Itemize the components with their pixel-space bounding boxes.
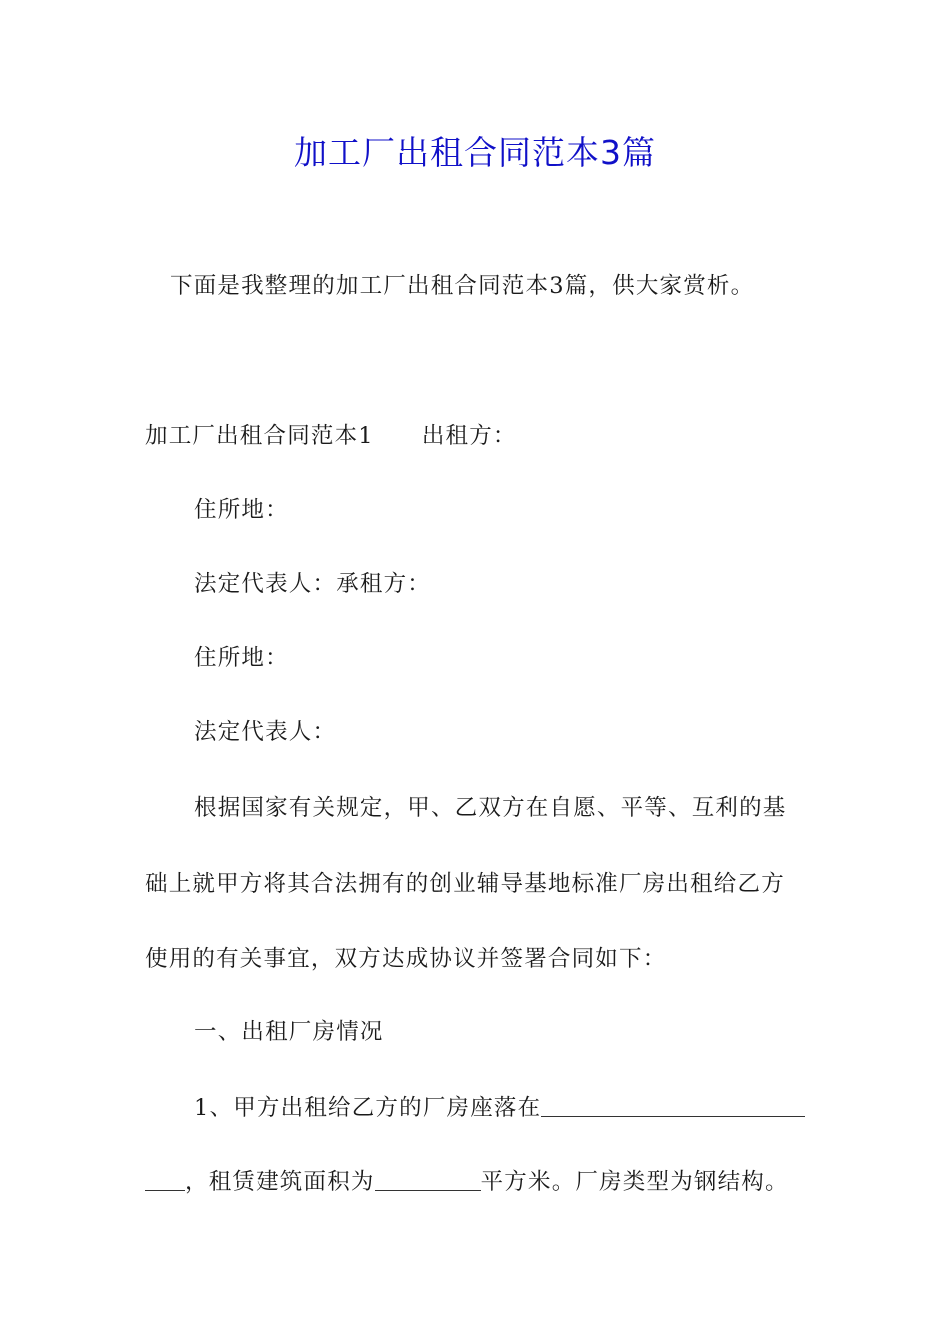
paragraph-line-1: 根据国家有关规定，甲、乙双方在自愿、平等、互利的基: [194, 795, 787, 821]
paragraph-line-2: 础上就甲方将其合法拥有的创业辅导基地标准厂房出租给乙方: [145, 871, 785, 897]
lessee-representative: 法定代表人：: [194, 719, 337, 745]
area-blank: [375, 1166, 481, 1191]
lessor-label: 出租方：: [421, 423, 517, 449]
lessor-representative: 法定代表人：承租方：: [194, 571, 432, 597]
location-blank: [541, 1092, 805, 1117]
section-heading-line: [0, 418, 950, 454]
clause-1-line-2: [0, 1164, 950, 1200]
building-type-text: 平方米。厂房类型为钢结构。: [480, 1169, 789, 1195]
section-heading: 加工厂出租合同范本1: [145, 423, 374, 449]
paragraph-line-3: 使用的有关事宜，双方达成协议并签署合同如下：: [145, 946, 667, 972]
clause-1-text: 1、甲方出租给乙方的厂房座落在: [194, 1095, 542, 1121]
clause-1-line-1: [0, 1090, 950, 1126]
lessee-address: 住所地：: [194, 645, 289, 671]
location-blank-continued: [145, 1166, 185, 1191]
document-title: 加工厂出租合同范本3篇: [294, 133, 656, 172]
lessor-address: 住所地：: [194, 497, 289, 523]
clause-heading: 一、出租厂房情况: [194, 1019, 384, 1045]
intro-paragraph: 下面是我整理的加工厂出租合同范本3篇，供大家赏析。: [170, 273, 755, 299]
area-text: ，租赁建筑面积为: [185, 1169, 375, 1195]
